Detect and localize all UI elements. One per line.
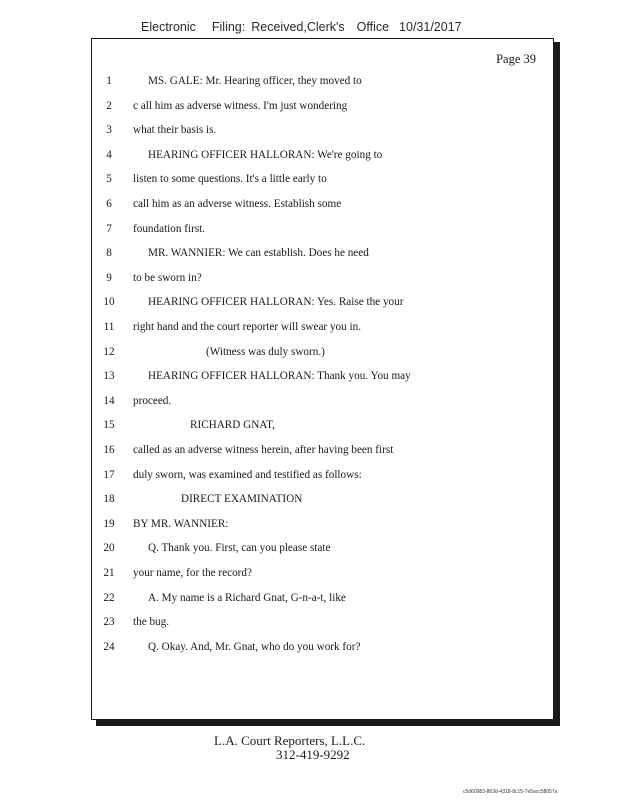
line-number: 23: [103, 616, 115, 629]
filing-stamp-electronic: Electronic: [141, 20, 196, 34]
line-text: call him as an adverse witness. Establish some: [133, 198, 342, 210]
line-text: listen to some questions. It's a little early to: [133, 173, 327, 186]
line-text: Q. Okay. And, Mr. Gnat, who do you work for?: [148, 640, 361, 653]
filing-stamp-office: Office: [356, 20, 390, 34]
line-number: 18: [103, 493, 115, 506]
line-number: 16: [103, 444, 115, 456]
transcript-line: [92, 567, 532, 583]
line-number: 24: [103, 640, 115, 653]
transcript-line: [92, 149, 532, 165]
transcript-line: [92, 173, 532, 189]
line-text: Q. Thank you. First, can you please state: [148, 542, 331, 555]
line-number: 15: [103, 419, 115, 432]
transcript-line: [92, 592, 532, 608]
line-text: your name, for the record?: [133, 567, 252, 579]
line-number: 8: [106, 247, 112, 260]
transcript-line: [92, 518, 532, 534]
filing-stamp-date: 10/31/2017: [399, 20, 462, 34]
transcript-line: [92, 100, 532, 116]
footer-phone: 312-419-9292: [276, 747, 350, 762]
line-number: 10: [103, 296, 115, 309]
transcript-line: [92, 321, 532, 337]
line-number: 14: [103, 394, 115, 407]
line-text: c all him as adverse witness. I'm just wondering: [133, 99, 348, 112]
line-number: 1: [106, 75, 112, 87]
line-number: 20: [103, 542, 115, 555]
line-text: MR. WANNIER: We can establish. Does he need: [148, 247, 369, 260]
transcript-line: [92, 395, 532, 411]
line-text: proceed.: [133, 394, 172, 407]
page-number: Page 39: [496, 52, 536, 66]
line-text: A. My name is a Richard Gnat, G-n-a-t, like: [148, 591, 346, 604]
line-text: duly sworn, was examined and testified as follows:: [133, 468, 362, 481]
line-number: 9: [106, 271, 112, 284]
line-number: 19: [103, 517, 115, 530]
line-number: 17: [103, 468, 115, 481]
line-text: HEARING OFFICER HALLORAN: We're going to: [148, 148, 383, 161]
line-text: HEARING OFFICER HALLORAN: Yes. Raise the your: [148, 296, 404, 309]
footer: [214, 734, 365, 762]
transcript-line: [92, 346, 532, 362]
transcript-line: [92, 370, 532, 386]
filing-stamp-received: Received,Clerk's: [251, 20, 345, 34]
transcript-line: [92, 296, 532, 312]
line-text: foundation first.: [133, 222, 206, 235]
line-number: 11: [103, 321, 115, 333]
document-id: c5d60983-863d-4318-8c15-7e5acc58057a: [463, 789, 558, 795]
line-number: 4: [106, 148, 112, 161]
transcript-line: [92, 223, 532, 239]
transcript-page: [91, 38, 554, 720]
line-number: 2: [106, 99, 112, 112]
line-text: right hand and the court reporter will swear you in.: [133, 321, 362, 333]
line-text: what their basis is.: [133, 124, 217, 137]
line-number: 12: [103, 345, 115, 358]
footer-company: L.A. Court Reporters, L.L.C.: [214, 733, 366, 748]
transcript-line: [92, 419, 532, 435]
line-text: (Witness was duly sworn.): [206, 345, 325, 358]
line-number: 7: [106, 222, 112, 235]
line-text: RICHARD GNAT,: [190, 419, 275, 432]
line-number: 21: [103, 567, 115, 579]
transcript-line: [92, 469, 532, 485]
transcript-line: [92, 247, 532, 263]
transcript-line: [92, 124, 532, 140]
line-text: HEARING OFFICER HALLORAN: Thank you. You may: [148, 370, 411, 383]
line-text: called as an adverse witness herein, after having been first: [133, 444, 394, 456]
transcript-line: [92, 641, 532, 657]
transcript-line: [92, 75, 532, 91]
transcript-line: [92, 493, 532, 509]
line-number: 3: [106, 124, 112, 137]
filing-stamp-filing: Filing:: [211, 20, 246, 34]
line-text: MS. GALE: Mr. Hearing officer, they moved to: [148, 75, 362, 87]
line-number: 22: [103, 591, 115, 604]
transcript-line: [92, 542, 532, 558]
line-number: 13: [103, 370, 115, 383]
transcript-line: [92, 444, 532, 460]
transcript-line: [92, 272, 532, 288]
line-number: 5: [106, 173, 112, 186]
line-text: DIRECT EXAMINATION: [181, 493, 303, 506]
transcript-line: [92, 616, 532, 632]
line-text: to be sworn in?: [133, 271, 202, 284]
transcript-line: [92, 198, 532, 214]
line-number: 6: [106, 198, 112, 210]
line-text: BY MR. WANNIER:: [133, 517, 229, 530]
filing-stamp: [141, 20, 462, 34]
line-text: the bug.: [133, 616, 170, 629]
